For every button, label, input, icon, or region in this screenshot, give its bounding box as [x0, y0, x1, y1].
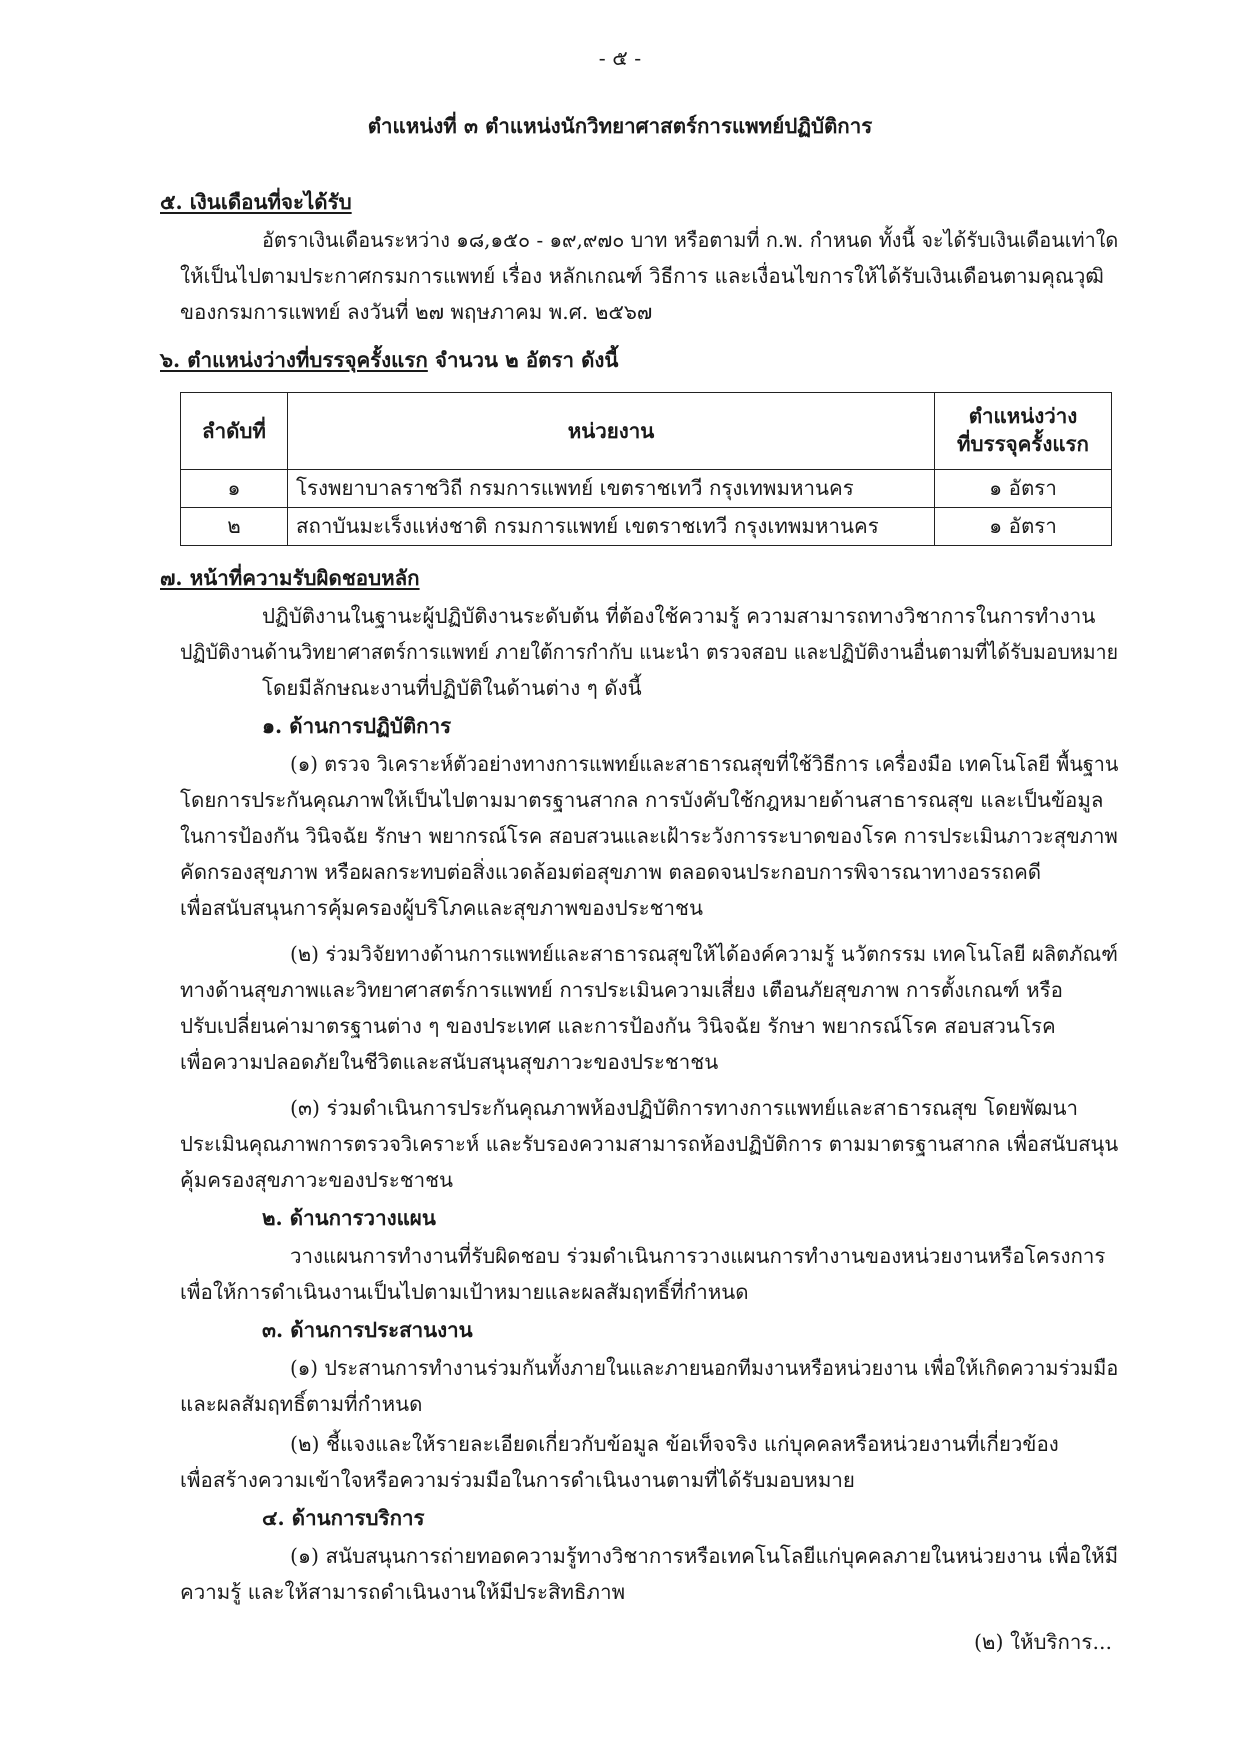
row-count: ๑ อัตรา [935, 508, 1112, 546]
duty-1-heading: ๑. ด้านการปฏิบัติการ [262, 714, 452, 738]
duty-1-p1-line: คัดกรองสุขภาพ หรือผลกระทบต่อสิ่งแวดล้อมต่อสุขภาพ ตลอดจนประกอบการพิจารณาทางอรรถคดี [180, 860, 1042, 884]
duty-1-p2-line: ทางด้านสุขภาพและวิทยาศาสตร์การแพทย์ การประเมินความเสี่ยง เตือนภัยสุขภาพ การตั้งเกณฑ์ หรือ [180, 978, 1063, 1002]
s7-intro-1: ปฏิบัติงานในฐานะผู้ปฏิบัติงานระดับต้น ที่ต้องใช้ความรู้ ความสามารถทางวิชาการในการทำงาน [262, 604, 1096, 628]
s5-line-1: อัตราเงินเดือนระหว่าง ๑๘,๑๕๐ - ๑๙,๙๗๐ บาท หรือตามที่ ก.พ. กำหนด ทั้งนี้ จะได้รับเงินเดือนเท่าใด [262, 228, 1119, 252]
section-5-heading: ๕. เงินเดือนที่จะได้รับ [160, 190, 352, 214]
col-header-count [935, 393, 1112, 470]
duty-1-p1-line: โดยการประกันคุณภาพให้เป็นไปตามมาตรฐานสากล การบังคับใช้กฎหมายด้านสาธารณสุข และเป็นข้อมูล [180, 788, 1104, 812]
row-unit: โรงพยาบาลราชวิถี กรมการแพทย์ เขตราชเทวี กรุงเทพมหานคร [288, 470, 935, 508]
table-row [181, 508, 1112, 546]
section-7-heading: ๗. หน้าที่ความรับผิดชอบหลัก [160, 566, 420, 590]
page-number: - ๕ - [598, 46, 642, 70]
duty-3-heading: ๓. ด้านการประสานงาน [262, 1318, 473, 1342]
duty-1-p2-line: เพื่อความปลอดภัยในชีวิตและสนับสนุนสุขภาวะของประชาชน [180, 1050, 719, 1074]
row-unit: สถาบันมะเร็งแห่งชาติ กรมการแพทย์ เขตราชเทวี กรุงเทพมหานคร [288, 508, 935, 546]
table-header-row [181, 393, 1112, 470]
duty-3-p1-line: และผลสัมฤทธิ์ตามที่กำหนด [180, 1392, 423, 1416]
duty-1-p1-line: เพื่อสนับสนุนการคุ้มครองผู้บริโภคและสุขภาพของประชาชน [180, 896, 703, 920]
duty-1-p3-line: (๓) ร่วมดำเนินการประกันคุณภาพห้องปฏิบัติการทางการแพทย์และสาธารณสุข โดยพัฒนา [290, 1096, 1078, 1120]
row-no: ๒ [181, 508, 288, 546]
table-row [181, 470, 1112, 508]
row-no: ๑ [181, 470, 288, 508]
duty-1-p2-line: (๒) ร่วมวิจัยทางด้านการแพทย์และสาธารณสุขให้ได้องค์ความรู้ นวัตกรรม เทคโนโลยี ผลิตภัณฑ์ [290, 942, 1118, 966]
s7-intro-3: โดยมีลักษณะงานที่ปฏิบัติในด้านต่าง ๆ ดังนี้ [262, 676, 642, 700]
duty-2-p1-line: เพื่อให้การดำเนินงานเป็นไปตามเป้าหมายและผลสัมฤทธิ์ที่กำหนด [180, 1280, 749, 1304]
section-6-heading-underlined: ๖. ตำแหน่งว่างที่บรรจุครั้งแรก [160, 348, 428, 372]
duty-1-p2-line: ปรับเปลี่ยนค่ามาตรฐานต่าง ๆ ของประเทศ และการป้องกัน วินิจฉัย รักษา พยากรณ์โรค สอบสวนโรค [180, 1014, 1056, 1038]
duty-2-heading: ๒. ด้านการวางแผน [262, 1206, 436, 1230]
section-6-heading-rest: จำนวน ๒ อัตรา ดังนี้ [427, 348, 619, 372]
duty-1-p3-line: คุ้มครองสุขภาวะของประชาชน [180, 1168, 454, 1192]
row-count: ๑ อัตรา [935, 470, 1112, 508]
duty-4-p1-line: ความรู้ และให้สามารถดำเนินงานให้มีประสิทธิภาพ [180, 1580, 626, 1604]
duty-4-p1-line: (๑) สนับสนุนการถ่ายทอดความรู้ทางวิชาการหรือเทคโนโลยีแก่บุคคลภายในหน่วยงาน เพื่อให้มี [290, 1544, 1119, 1568]
s7-intro-2: ปฏิบัติงานด้านวิทยาศาสตร์การแพทย์ ภายใต้การกำกับ แนะนำ ตรวจสอบ และปฏิบัติงานอื่นตามที่ได้รับมอบหมาย [180, 640, 1119, 664]
duty-4-heading: ๔. ด้านการบริการ [262, 1506, 425, 1530]
duty-3-p2-line: (๒) ชี้แจงและให้รายละเอียดเกี่ยวกับข้อมูล ข้อเท็จจริง แก่บุคคลหรือหน่วยงานที่เกี่ยวข้อง [290, 1432, 1059, 1456]
col-header-unit: หน่วยงาน [288, 393, 935, 470]
duty-1-p1-line: ในการป้องกัน วินิจฉัย รักษา พยากรณ์โรค สอบสวนและเฝ้าระวังการระบาดของโรค การประเมินภาวะสุขภาพ [180, 824, 1118, 848]
duty-1-p1-line: (๑) ตรวจ วิเคราะห์ตัวอย่างทางการแพทย์และสาธารณสุขที่ใช้วิธีการ เครื่องมือ เทคโนโลยี พื้นฐาน [290, 752, 1119, 776]
col-header-no: ลำดับที่ [181, 393, 288, 470]
section-6-heading [160, 350, 618, 371]
col-header-count-line1: ตำแหน่งว่าง [968, 404, 1078, 429]
duty-1-p3-line: ประเมินคุณภาพการตรวจวิเคราะห์ และรับรองความสามารถห้องปฏิบัติการ ตามมาตรฐานสากล เพื่อสนับสนุน [180, 1132, 1119, 1156]
duty-3-p1-line: (๑) ประสานการทำงานร่วมกันทั้งภายในและภายนอกทีมงานหรือหน่วยงาน เพื่อให้เกิดความร่วมมือ [290, 1356, 1119, 1380]
vacancy-table [180, 392, 1112, 546]
duty-3-p2-line: เพื่อสร้างความเข้าใจหรือความร่วมมือในการดำเนินงานตามที่ได้รับมอบหมาย [180, 1468, 855, 1492]
s5-line-3: ของกรมการแพทย์ ลงวันที่ ๒๗ พฤษภาคม พ.ศ. ๒๕๖๗ [180, 300, 653, 324]
continuation-note: (๒) ให้บริการ... [973, 1630, 1112, 1654]
col-header-count-line2: ที่บรรจุครั้งแรก [957, 432, 1089, 456]
s5-line-2: ให้เป็นไปตามประกาศกรมการแพทย์ เรื่อง หลักเกณฑ์ วิธีการ และเงื่อนไขการให้ได้รับเงินเดือนตามคุณวุฒิ [180, 264, 1104, 288]
page-title: ตำแหน่งที่ ๓ ตำแหน่งนักวิทยาศาสตร์การแพทย์ปฏิบัติการ [367, 114, 873, 138]
duty-2-p1-line: วางแผนการทำงานที่รับผิดชอบ ร่วมดำเนินการวางแผนการทำงานของหน่วยงานหรือโครงการ [290, 1244, 1106, 1268]
